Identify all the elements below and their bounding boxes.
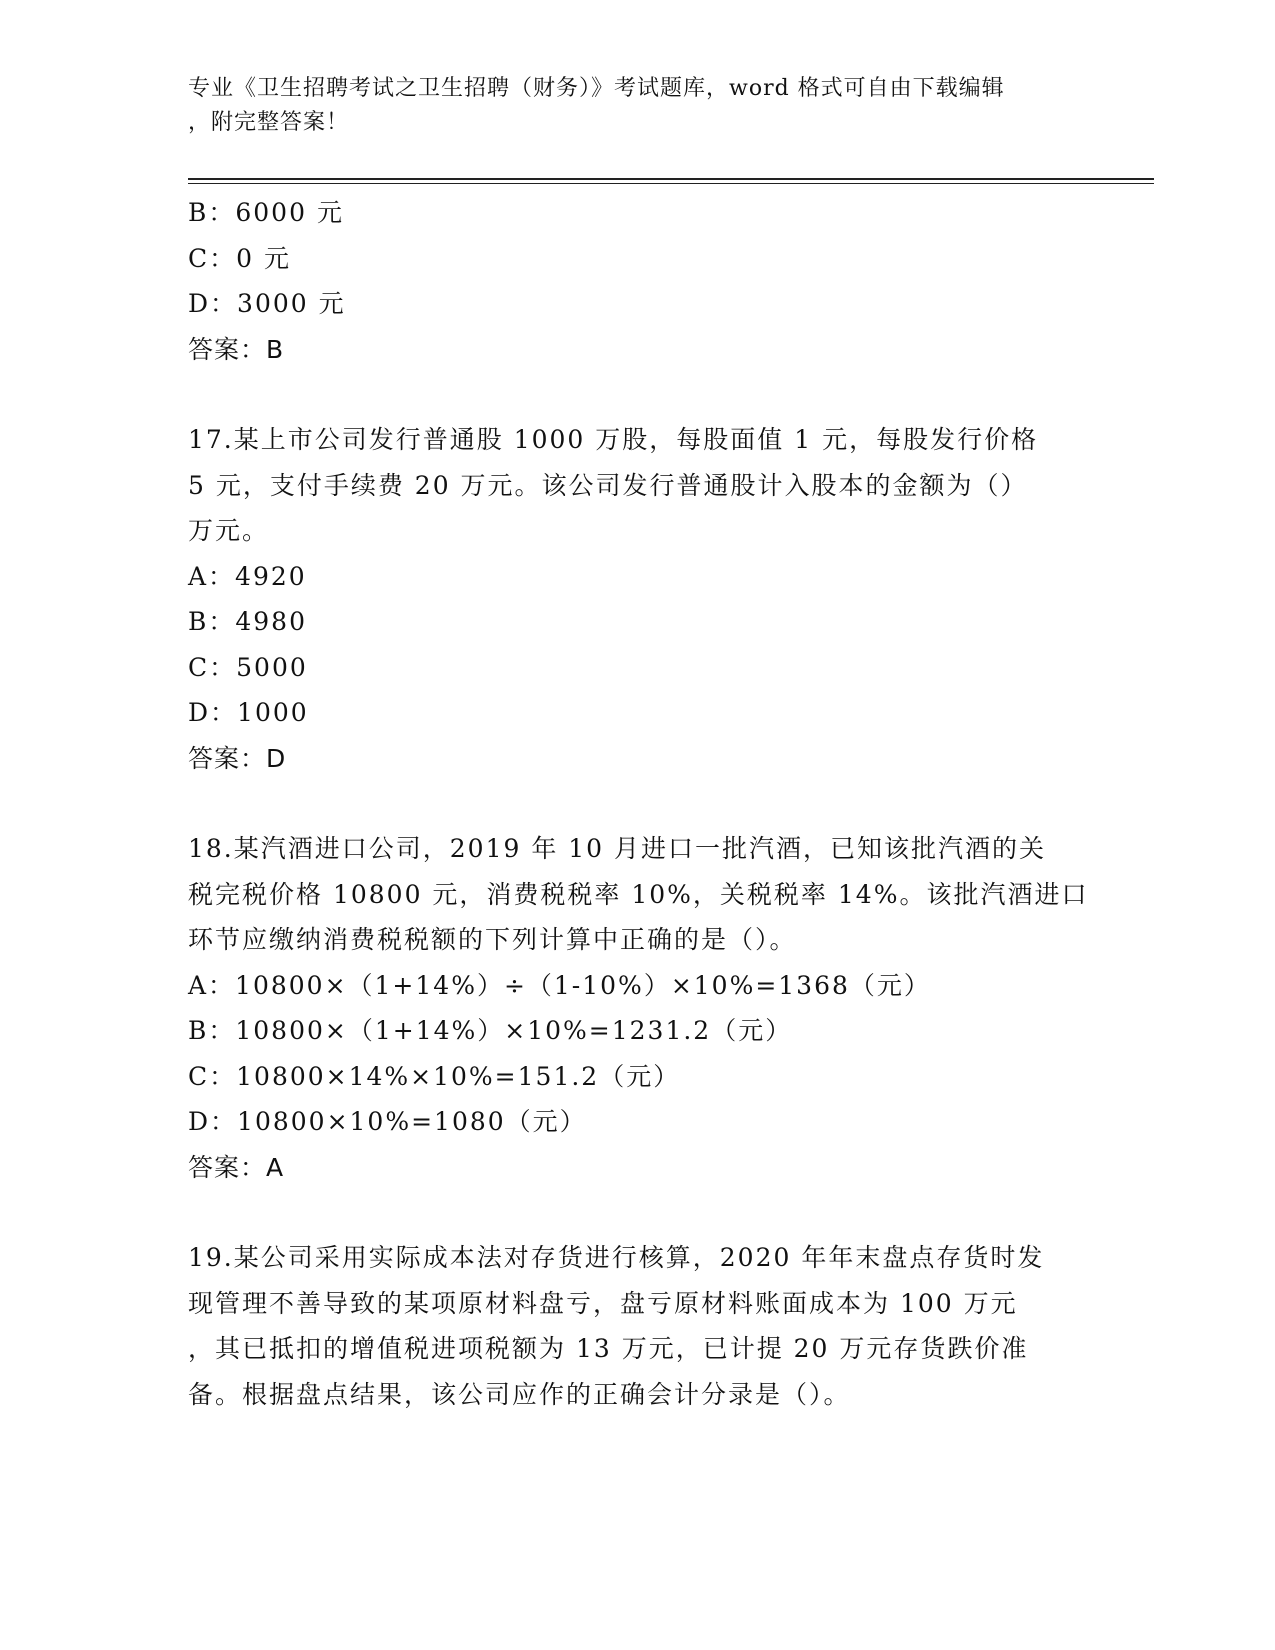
question-text-line: 现管理不善导致的某项原材料盘亏，盘亏原材料账面成本为 100 万元 xyxy=(188,1288,1018,1318)
option-a: A：10800×（1+14%）÷（1-10%）×10%=1368（元） xyxy=(188,970,931,1000)
option-d: D：3000 元 xyxy=(188,289,346,318)
option-c: C：5000 xyxy=(188,652,308,682)
question-text-line: 税完税价格 10800 元，消费税税率 10%，关税税率 14%。该批汽酒进口 xyxy=(188,879,1089,909)
question-text-line: 5 元，支付手续费 20 万元。该公司发行普通股计入股本的金额为（） xyxy=(188,470,1028,500)
question-19 xyxy=(188,1235,1088,1417)
previous-question-tail xyxy=(188,190,1088,372)
spacer xyxy=(188,781,1088,826)
option-d: D：10800×10%=1080（元） xyxy=(188,1107,587,1136)
header-line-1: 专业《卫生招聘考试之卫生招聘（财务）》考试题库，word 格式可自由下载编辑 xyxy=(188,76,1005,101)
option-c: C：0 元 xyxy=(188,243,291,273)
option-c: C：10800×14%×10%=151.2（元） xyxy=(188,1061,681,1091)
option-b: B：10800×（1+14%）×10%=1231.2（元） xyxy=(188,1016,793,1045)
answer-line: 答案：A xyxy=(188,1152,285,1182)
question-text-line: 18.某汽酒进口公司，2019 年 10 月进口一批汽酒，已知该批汽酒的关 xyxy=(188,834,1047,863)
answer-line: 答案：D xyxy=(188,743,287,773)
spacer xyxy=(188,372,1088,417)
answer-line: 答案：B xyxy=(188,334,285,364)
document-body xyxy=(188,190,1088,1417)
question-text-line: 备。根据盘点结果，该公司应作的正确会计分录是（）。 xyxy=(188,1379,851,1409)
question-17 xyxy=(188,417,1088,781)
question-text-line: 万元。 xyxy=(188,516,270,545)
question-text-line: 17.某上市公司发行普通股 1000 万股，每股面值 1 元，每股发行价格 xyxy=(188,425,1039,454)
option-b: B：4980 xyxy=(188,607,307,636)
header-divider xyxy=(188,178,1154,184)
option-d: D：1000 xyxy=(188,698,309,727)
question-text-line: 19.某公司采用实际成本法对存货进行核算，2020 年年末盘点存货时发 xyxy=(188,1243,1045,1272)
spacer xyxy=(188,1190,1088,1235)
page-header xyxy=(188,72,1068,140)
header-line-2: ，附完整答案！ xyxy=(188,110,350,135)
question-text-line: ，其已抵扣的增值税进项税额为 13 万元，已计提 20 万元存货跌价准 xyxy=(188,1334,1029,1363)
option-b: B：6000 元 xyxy=(188,198,344,227)
question-text-line: 环节应缴纳消费税税额的下列计算中正确的是（）。 xyxy=(188,925,797,954)
option-a: A：4920 xyxy=(188,561,307,591)
question-18 xyxy=(188,826,1088,1190)
